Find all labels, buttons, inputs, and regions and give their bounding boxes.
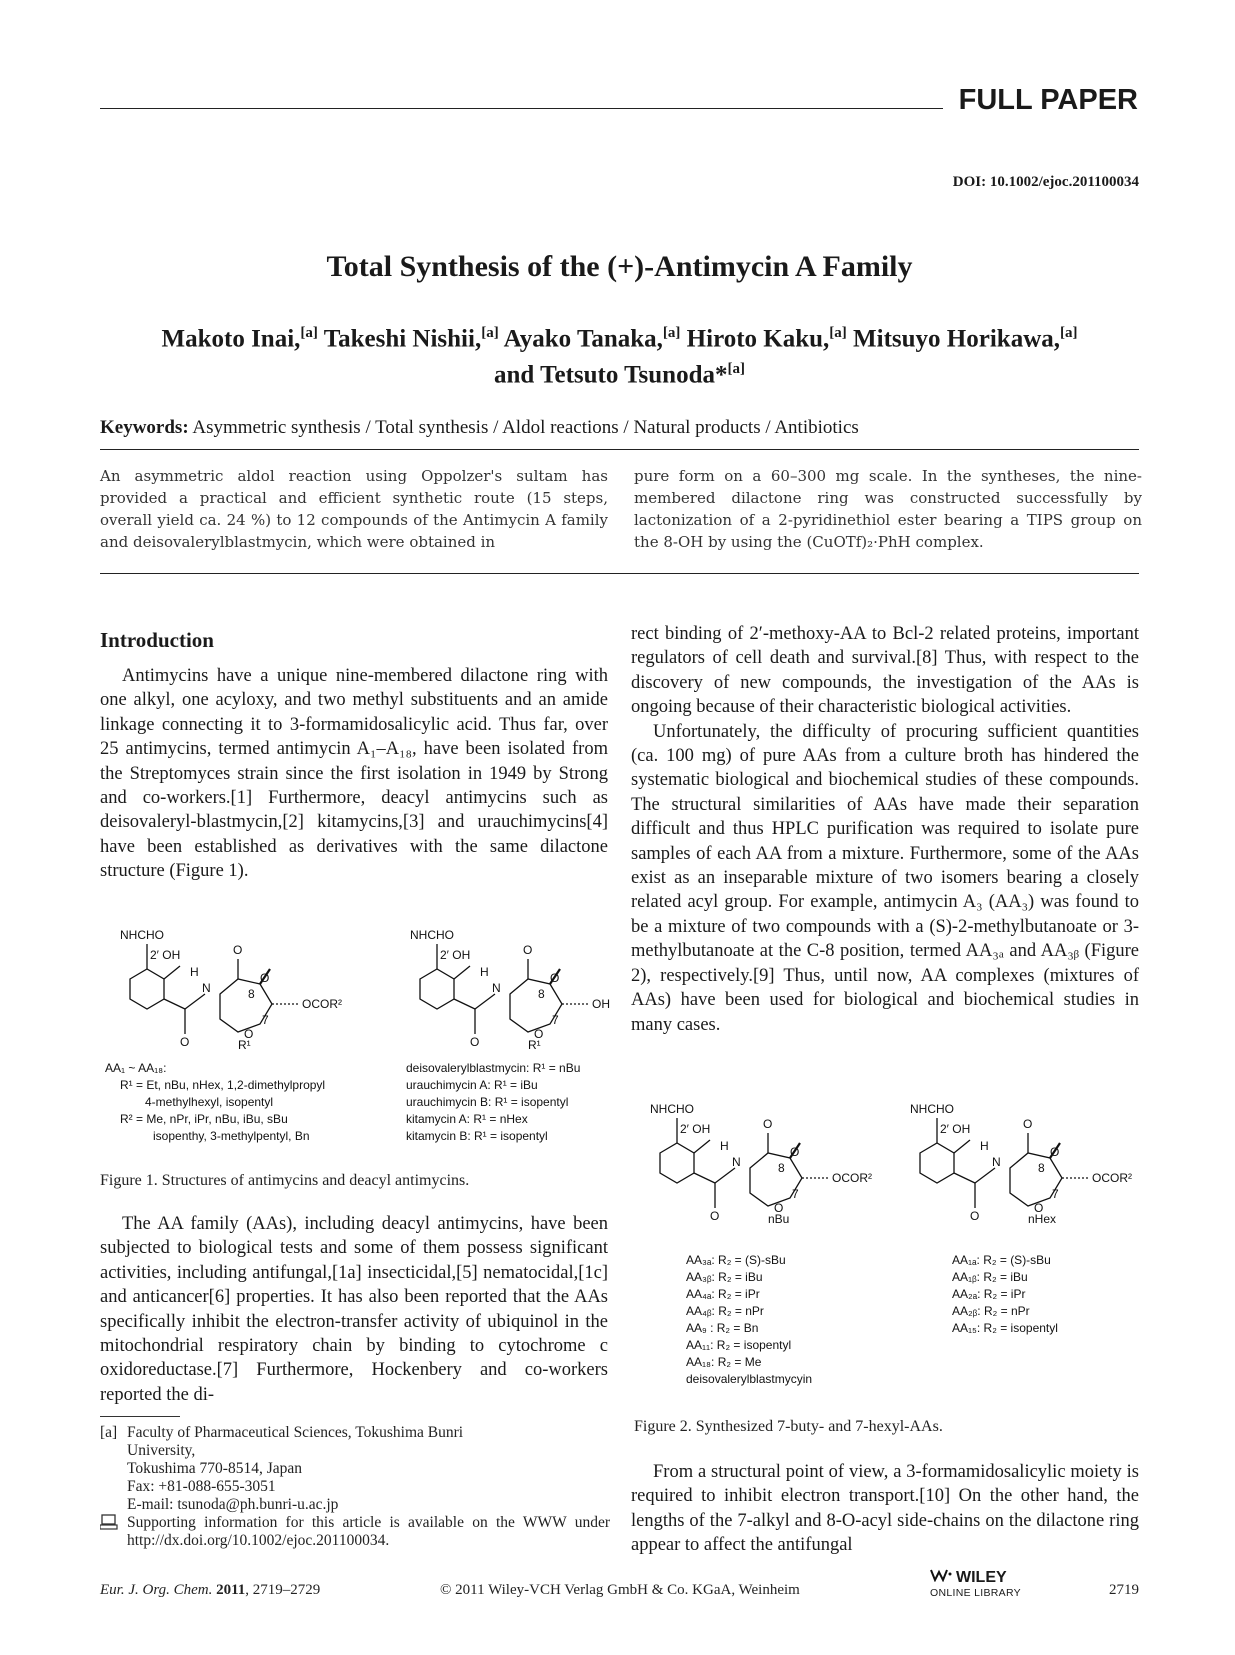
intro-para-5 xyxy=(631,1460,1139,1558)
list-item: AA₃ₐ: R₂ = (S)-sBu xyxy=(686,1253,786,1267)
figure-2-caption: Figure 2. Synthesized 7-buty- and 7-hexyl-AAs. xyxy=(634,1418,943,1435)
position-7-label: 7 xyxy=(792,1187,799,1201)
wiley-logo-main xyxy=(930,1568,1050,1587)
position-8-label: 8 xyxy=(248,987,255,1001)
list-item: AA₄ₐ: R₂ = iPr xyxy=(686,1287,760,1301)
affiliation-mark: [a] xyxy=(481,325,499,341)
figure-1-left-list xyxy=(105,1060,325,1145)
list-item: deisovalerylblastmycyin xyxy=(686,1372,813,1386)
position-7-label: 7 xyxy=(262,1013,269,1027)
footnote-label: [a] xyxy=(100,1424,118,1441)
online-library-label: ONLINE LIBRARY xyxy=(930,1587,1021,1599)
ring-o-label: O xyxy=(534,1027,544,1041)
figure-1-right-list xyxy=(406,1060,580,1145)
affiliation-line: Fax: +81-088-655-3051 xyxy=(127,1478,276,1495)
figure-2-left-list xyxy=(686,1252,812,1388)
paragraph: The AA family (AAs), including deacyl antimycins, have been subjected to biological tests and some of them possess significant activities, including antifungal,[1a] insecticidal,[5] nematocidal,[1c] and anticancer[6] properties. It has also been reported that the AAs specifically inhibit the electron-transfer activity of ubiquinol in the mitochondrial respiratory chain by binding to cytochrome c oxidoreductase.[7] Furthermore, Hockenbery and co-workers reported the di- xyxy=(100,1214,608,1405)
affiliation-line: Faculty of Pharmaceutical Sciences, Tokushima Bunri xyxy=(127,1424,464,1441)
ring-o-label-2: O xyxy=(1050,1145,1060,1159)
ring-o-label: O xyxy=(774,1201,784,1215)
affiliation-lines xyxy=(127,1424,463,1514)
carbonyl-o-label: O xyxy=(233,943,243,957)
paragraph: From a structural point of view, a 3-formamidosalicylic moiety is required to inhibit electron transport.[10] On the other hand, the lengths of the 7-alkyl and 8-O-acyl side-chains on the dilactone ring appear to affect the antifungal xyxy=(631,1462,1139,1556)
nh-label: H xyxy=(190,965,199,979)
nhcho-label: NHCHO xyxy=(910,1102,954,1116)
paragraph: rect binding of 2′-methoxy-AA to Bcl-2 related proteins, important regulators of cell death and survival.[8] Thus, with respect to the discovery of new compounds, the investigation of the AAs is ongoing because of their characteristic biological activities. xyxy=(631,624,1139,718)
antimycin-structure-left xyxy=(120,928,342,1052)
figure-1-structures xyxy=(100,924,620,1054)
n-label: N xyxy=(492,981,501,995)
amide-o-label: O xyxy=(180,1035,190,1049)
wiley-mark-icon xyxy=(930,1568,952,1587)
carbonyl-o-label: O xyxy=(523,943,533,957)
abstract-top-rule xyxy=(100,449,1139,450)
intro-para-2 xyxy=(100,1212,608,1407)
r-group-label: nHex xyxy=(1028,1212,1057,1226)
doi[interactable]: DOI: 10.1002/ejoc.201100034 xyxy=(952,174,1139,190)
figure-2-right-list xyxy=(952,1252,1058,1337)
keywords-label: Keywords: xyxy=(100,417,189,438)
author-name: Makoto Inai, xyxy=(161,325,301,353)
amide-o-label: O xyxy=(710,1209,720,1223)
wiley-logo[interactable] xyxy=(930,1568,1050,1599)
list-item: kitamycin B: R¹ = isopentyl xyxy=(406,1129,548,1143)
footnote xyxy=(100,1424,610,1550)
n-label: N xyxy=(732,1155,741,1169)
author-name: and Tetsuto Tsunoda* xyxy=(494,361,728,389)
author-list xyxy=(100,318,1139,391)
carbonyl-o-label: O xyxy=(1023,1117,1033,1131)
journal-citation xyxy=(100,1582,320,1599)
nhcho-label: NHCHO xyxy=(120,928,164,942)
list-item: urauchimycin A: R¹ = iBu xyxy=(406,1078,538,1092)
oh-label: 2′ OH xyxy=(940,1122,971,1136)
affiliation-line: Tokushima 770-8514, Japan xyxy=(127,1460,302,1477)
author-name: Ayako Tanaka, xyxy=(503,325,663,353)
nh-label: H xyxy=(980,1139,989,1153)
ring-o-label-2: O xyxy=(260,971,270,985)
author-line-2 xyxy=(100,354,1139,390)
section-tag: FULL PAPER xyxy=(958,84,1138,116)
list-item: AA₂ₐ: R₂ = iPr xyxy=(952,1287,1026,1301)
list-item: R² = Me, nPr, iPr, nBu, iBu, sBu xyxy=(120,1112,288,1126)
affiliation-mark: [a] xyxy=(727,361,745,378)
list-item: AA₉ : R₂ = Bn xyxy=(686,1321,759,1335)
copyright: © 2011 Wiley-VCH Verlag GmbH & Co. KGaA, Weinheim xyxy=(440,1582,800,1598)
intro-para-1 xyxy=(100,664,608,884)
nh-label: H xyxy=(720,1139,729,1153)
figure-1 xyxy=(100,924,620,1054)
figure-2-structures xyxy=(630,1098,1140,1233)
list-item: AA₁₁: R₂ = isopentyl xyxy=(686,1338,792,1352)
amide-o-label: O xyxy=(970,1209,980,1223)
affiliation-line: University, xyxy=(127,1442,196,1459)
computer-icon xyxy=(100,1514,127,1550)
aa-nhex-structure xyxy=(910,1102,1132,1226)
affiliation-block xyxy=(100,1424,610,1514)
list-item: AA₁₈: R₂ = Me xyxy=(686,1355,762,1369)
list-item: isopenthy, 3-methylpentyl, Bn xyxy=(153,1129,310,1143)
abstract-right: pure form on a 60–300 mg scale. In the syntheses, the nine-membered dilactone ring was constructed successfully by lactonization of a 2-pyridinethiol ester bearing a TIPS group on the 8-OH by using the (CuOTf)₂·PhH complex. xyxy=(634,467,1142,551)
n-label: N xyxy=(202,981,211,995)
paragraph: Antimycins have a unique nine-membered dilactone ring with one alkyl, one acyloxy, and two methyl substituents and an amide linkage connecting it to 3-formamidosalicylic acid. Thus far, over 25 antimycins, termed antimycin A₁–A₁₈, have been isolated from the Streptomyces strain since the first isolation in 1949 by Strong and co-workers.[1] Furthermore, deacyl antimycins such as deisovaleryl-blastmycin,[2] kitamycins,[3] and urauchimycins[4] have been established as derivatives with the same dilactone structure (Figure 1). xyxy=(100,666,608,882)
figure-1-caption: Figure 1. Structures of antimycins and deacyl antimycins. xyxy=(100,1172,470,1189)
paper-title: Total Synthesis of the (+)-Antimycin A Family xyxy=(326,250,913,283)
amide-o-label: O xyxy=(470,1035,480,1049)
figure-2 xyxy=(630,1098,1140,1233)
affiliation-mark: [a] xyxy=(300,325,318,341)
substituent-label: OH xyxy=(592,997,610,1011)
ring-o-label: O xyxy=(244,1027,254,1041)
deacyl-structure-right xyxy=(410,928,610,1052)
keywords xyxy=(100,417,859,439)
oh-label: 2′ OH xyxy=(440,948,471,962)
author-name: Mitsuyo Horikawa, xyxy=(853,325,1060,353)
supporting-text[interactable]: Supporting information for this article is available on the WWW under http://dx.doi.org/10.1002/ejoc.201100034. xyxy=(127,1514,610,1549)
keywords-text: Asymmetric synthesis / Total synthesis / Aldol reactions / Natural products / Antibiotics xyxy=(192,417,859,438)
ring-o-label: O xyxy=(1034,1201,1044,1215)
footnote-rule xyxy=(100,1416,180,1417)
page-number: 2719 xyxy=(1109,1582,1139,1598)
ring-o-label-2: O xyxy=(550,971,560,985)
ring-o-label-2: O xyxy=(790,1145,800,1159)
nhcho-label: NHCHO xyxy=(410,928,454,942)
substituent-label: OCOR² xyxy=(1092,1171,1132,1185)
position-8-label: 8 xyxy=(778,1161,785,1175)
substituent-label: OCOR² xyxy=(832,1171,872,1185)
author-name: Hiroto Kaku, xyxy=(686,325,830,353)
position-8-label: 8 xyxy=(1038,1161,1045,1175)
r-group-label: R¹ xyxy=(528,1038,541,1052)
carbonyl-o-label: O xyxy=(763,1117,773,1131)
journal-pages: , 2719–2729 xyxy=(245,1582,321,1598)
list-item: AA₁ₐ: R₂ = (S)-sBu xyxy=(952,1253,1051,1267)
position-7-label: 7 xyxy=(552,1013,559,1027)
supporting-info xyxy=(100,1514,610,1550)
position-7-label: 7 xyxy=(1052,1187,1059,1201)
list-item: AA₁ ~ AA₁₈: xyxy=(105,1061,167,1075)
oh-label: 2′ OH xyxy=(680,1122,711,1136)
nh-label: H xyxy=(480,965,489,979)
aa-nbu-structure xyxy=(650,1102,872,1226)
email-line[interactable]: E-mail: tsunoda@ph.bunri-u.ac.jp xyxy=(127,1496,339,1513)
abstract-bottom-rule xyxy=(100,573,1139,574)
n-label: N xyxy=(992,1155,1001,1169)
header-rule xyxy=(100,108,943,109)
list-item: AA₄ᵦ: R₂ = nPr xyxy=(686,1304,764,1318)
affiliation-mark: [a] xyxy=(1060,325,1078,341)
abstract-left: An asymmetric aldol reaction using Oppolzer's sultam has provided a practical and efficient synthetic route (15 steps, overall yield ca. 24 %) to 12 compounds of the Antimycin A family and deisovalerylblastmycin, which were obtained in xyxy=(100,467,608,551)
paragraph: Unfortunately, the difficulty of procuring sufficient quantities (ca. 100 mg) of pure AAs from a culture broth has hindered the systematic biological and biochemical studies of these compounds. The structural similarities of AAs have made their separation difficult and thus HPLC purification was required to isolate pure samples of each AA from a mixture. Furthermore, some of the AAs exist as an inseparable mixture of two isomers bearing a closely related acyl group. For example, antimycin A₃ (AA₃) was found to be a mixture of two compounds with a (S)-2-methylbutanoate or 3-methylbutanoate at the C-8 position, termed AA₃ₐ and AA₃ᵦ (Figure 2), respectively.[9] Thus, until now, AA complexes (mixtures of AAs) have been used for biological and biochemical studies in many cases. xyxy=(631,721,1139,1035)
journal-name: Eur. J. Org. Chem. xyxy=(100,1582,213,1598)
introduction-heading: Introduction xyxy=(100,628,214,652)
wiley-wordmark: WILEY xyxy=(956,1568,1007,1586)
substituent-label: OCOR² xyxy=(302,997,342,1011)
list-item: R¹ = Et, nBu, nHex, 1,2-dimethylpropyl xyxy=(120,1078,326,1092)
list-item: AA₂ᵦ: R₂ = nPr xyxy=(952,1304,1030,1318)
author-name: Takeshi Nishii, xyxy=(323,325,482,353)
right-column-text xyxy=(631,622,1139,1037)
list-item: AA₁₅: R₂ = isopentyl xyxy=(952,1321,1058,1335)
position-8-label: 8 xyxy=(538,987,545,1001)
oh-label: 2′ OH xyxy=(150,948,181,962)
author-line-1 xyxy=(100,318,1139,354)
list-item: deisovalerylblastmycin: R¹ = nBu xyxy=(406,1061,581,1075)
r-group-label: R¹ xyxy=(238,1038,251,1052)
list-item: urauchimycin B: R¹ = isopentyl xyxy=(406,1095,569,1109)
list-item: 4-methylhexyl, isopentyl xyxy=(145,1095,274,1109)
list-item: AA₃ᵦ: R₂ = iBu xyxy=(686,1270,763,1284)
journal-year: 2011 xyxy=(216,1582,246,1598)
nhcho-label: NHCHO xyxy=(650,1102,694,1116)
list-item: AA₁ᵦ: R₂ = iBu xyxy=(952,1270,1028,1284)
affiliation-mark: [a] xyxy=(662,325,681,341)
r-group-label: nBu xyxy=(768,1212,790,1226)
list-item: kitamycin A: R¹ = nHex xyxy=(406,1112,528,1126)
affiliation-mark: [a] xyxy=(829,325,847,341)
